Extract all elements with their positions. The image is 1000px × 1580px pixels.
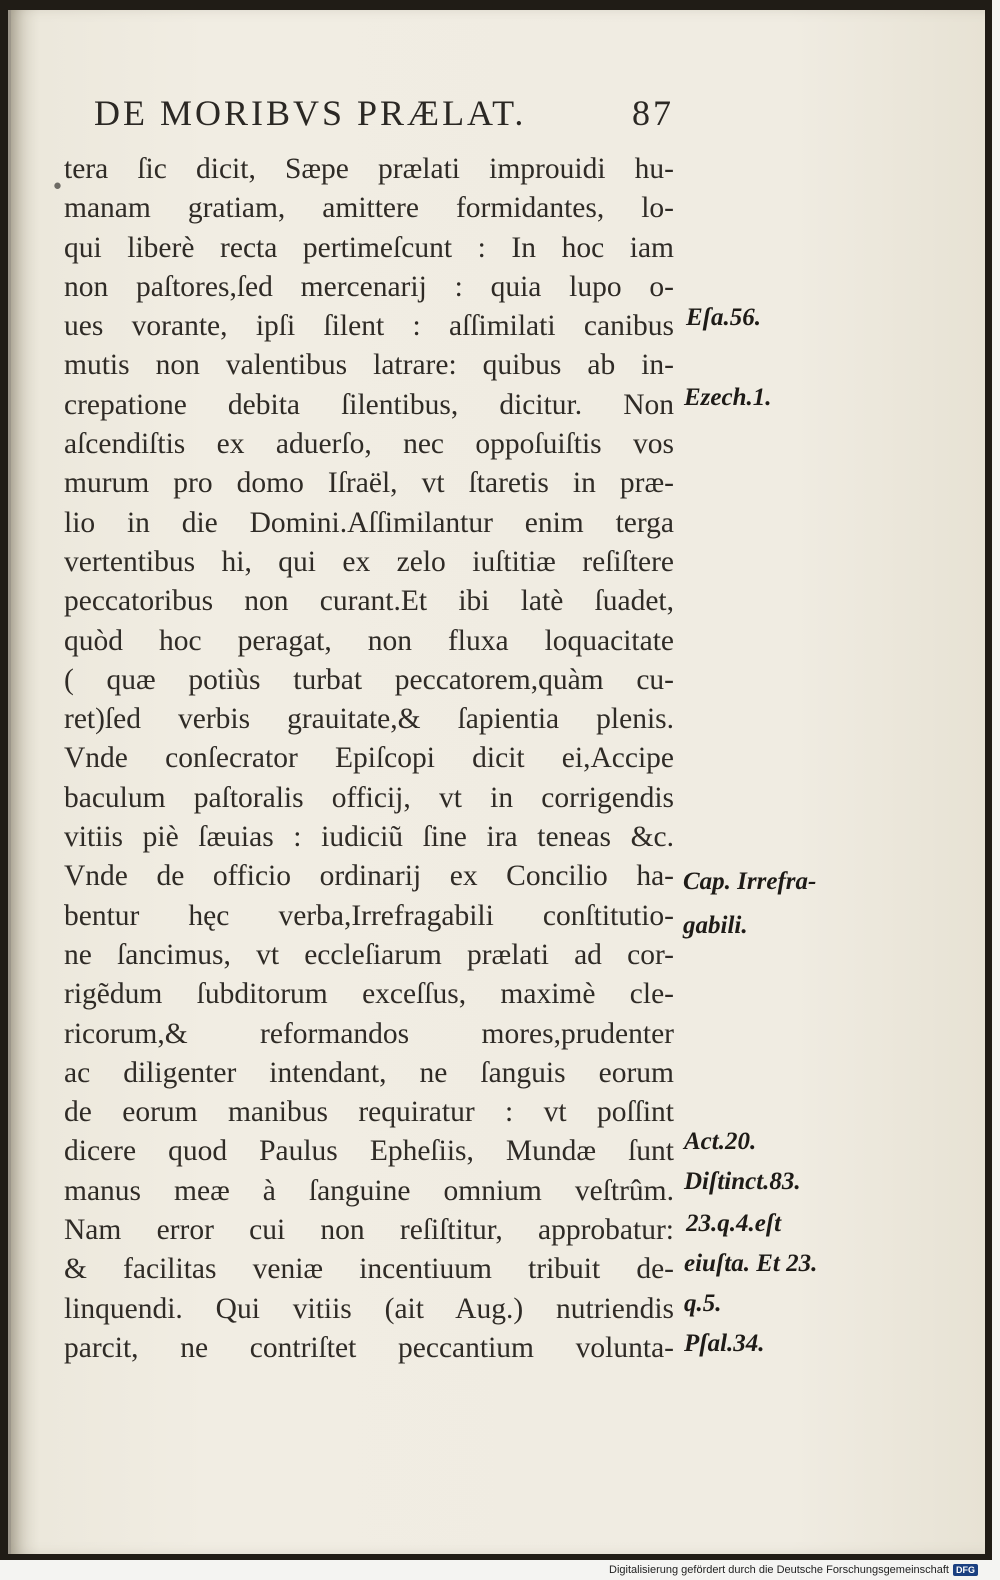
margin-note: q.5. [684,1290,722,1317]
margin-note: Ezech.1. [684,384,772,411]
text-line: parcit, ne contriſtet peccantium volunta- [64,1331,674,1364]
funding-text: Digitalisierung gefördert durch die Deutsche Forschungsgemeinschaft [609,1564,949,1576]
text-line: non paſtores,ſed mercenarij : quia lupo o- [64,270,674,303]
text-line: manus meæ à ſanguine omnium veſtrûm. [64,1174,674,1207]
text-line: aſcendiſtis ex aduerſo, nec oppoſuiſtis vos [64,428,674,461]
text-line: qui liberè recta pertimeſcunt : In hoc iam [64,231,674,264]
body-text [64,150,674,1368]
text-line: quòd hoc peragat, non fluxa loquacitate [64,624,674,657]
text-line: linquendi. Qui vitiis (ait Aug.) nutriendis [64,1292,674,1325]
text-line: de eorum manibus requiratur : vt poſſint [64,1096,674,1129]
text-line: vitiis piè ſæuias : iudiciũ ſine ira teneas &c. [64,821,674,854]
text-line: & facilitas veniæ incentiuum tribuit de- [64,1253,674,1286]
text-line: Vnde de officio ordinarij ex Concilio ha- [64,860,674,893]
margin-note: eiuſta. Et 23. [684,1250,818,1277]
funding-footer [609,1564,978,1576]
text-line: ricorum,& reformandos mores,prudenter [64,1017,674,1050]
text-line: ret)ſed verbis grauitate,& ſapientia plenis. [64,703,674,736]
margin-note: Eſa.56. [686,304,761,331]
text-line: vertentibus hi, qui ex zelo iuſtitiæ reſiſtere [64,545,674,578]
text-line: ues vorante, ipſi ſilent : aſſimilati canibus [64,310,674,343]
text-line: ( quæ potiùs turbat peccatorem,quàm cu- [64,663,674,696]
text-line: bentur hęc verba,Irrefragabili conſtitutio- [64,899,674,932]
text-line: tera ſic dicit, Sæpe prælati improuidi hu- [64,153,674,185]
margin-note: 23.q.4.eſt [686,1210,782,1237]
text-line: ne ſancimus, vt eccleſiarum prælati ad cor- [64,938,674,971]
text-line: crepatione debita ſilentibus, dicitur. Non [64,388,674,421]
text-line: mutis non valentibus latrare: quibus ab in- [64,349,674,382]
margin-note: Pſal.34. [684,1330,765,1357]
margin-note: Act.20. [684,1128,757,1155]
text-line: Vnde conſecrator Epiſcopi dicit ei,Accipe [64,742,674,775]
margin-note: Diſtinct.83. [684,1168,801,1195]
running-header [94,92,674,142]
text-line: peccatoribus non curant.Et ibi latè ſuadet, [64,585,674,618]
text-line: manam gratiam, amittere formidantes, lo- [64,192,674,225]
text-line: lio in die Domini.Aſſimilantur enim terga [64,506,674,539]
text-line: dicere quod Paulus Epheſiis, Mundæ ſunt [64,1135,674,1168]
running-title: DE MORIBVS PRÆLAT. [94,93,527,133]
text-line: murum pro domo Iſraël, vt ſtaretis in præ- [64,467,674,500]
gutter-mark: • [51,175,64,200]
text-line: ac diligenter intendant, ne ſanguis eorum [64,1056,674,1089]
margin-note: Cap. Irrefra- [683,868,817,895]
page-number: 87 [632,93,674,133]
text-line: Nam error cui non reſiſtitur, approbatur: [64,1214,674,1247]
text-line: baculum paſtoralis officij, vt in corrigendis [64,781,674,814]
text-line: rigẽdum ſubditorum exceſſus, maximè cle- [64,978,674,1011]
dfg-logo: DFG [953,1564,978,1576]
margin-note: gabili. [683,912,748,939]
